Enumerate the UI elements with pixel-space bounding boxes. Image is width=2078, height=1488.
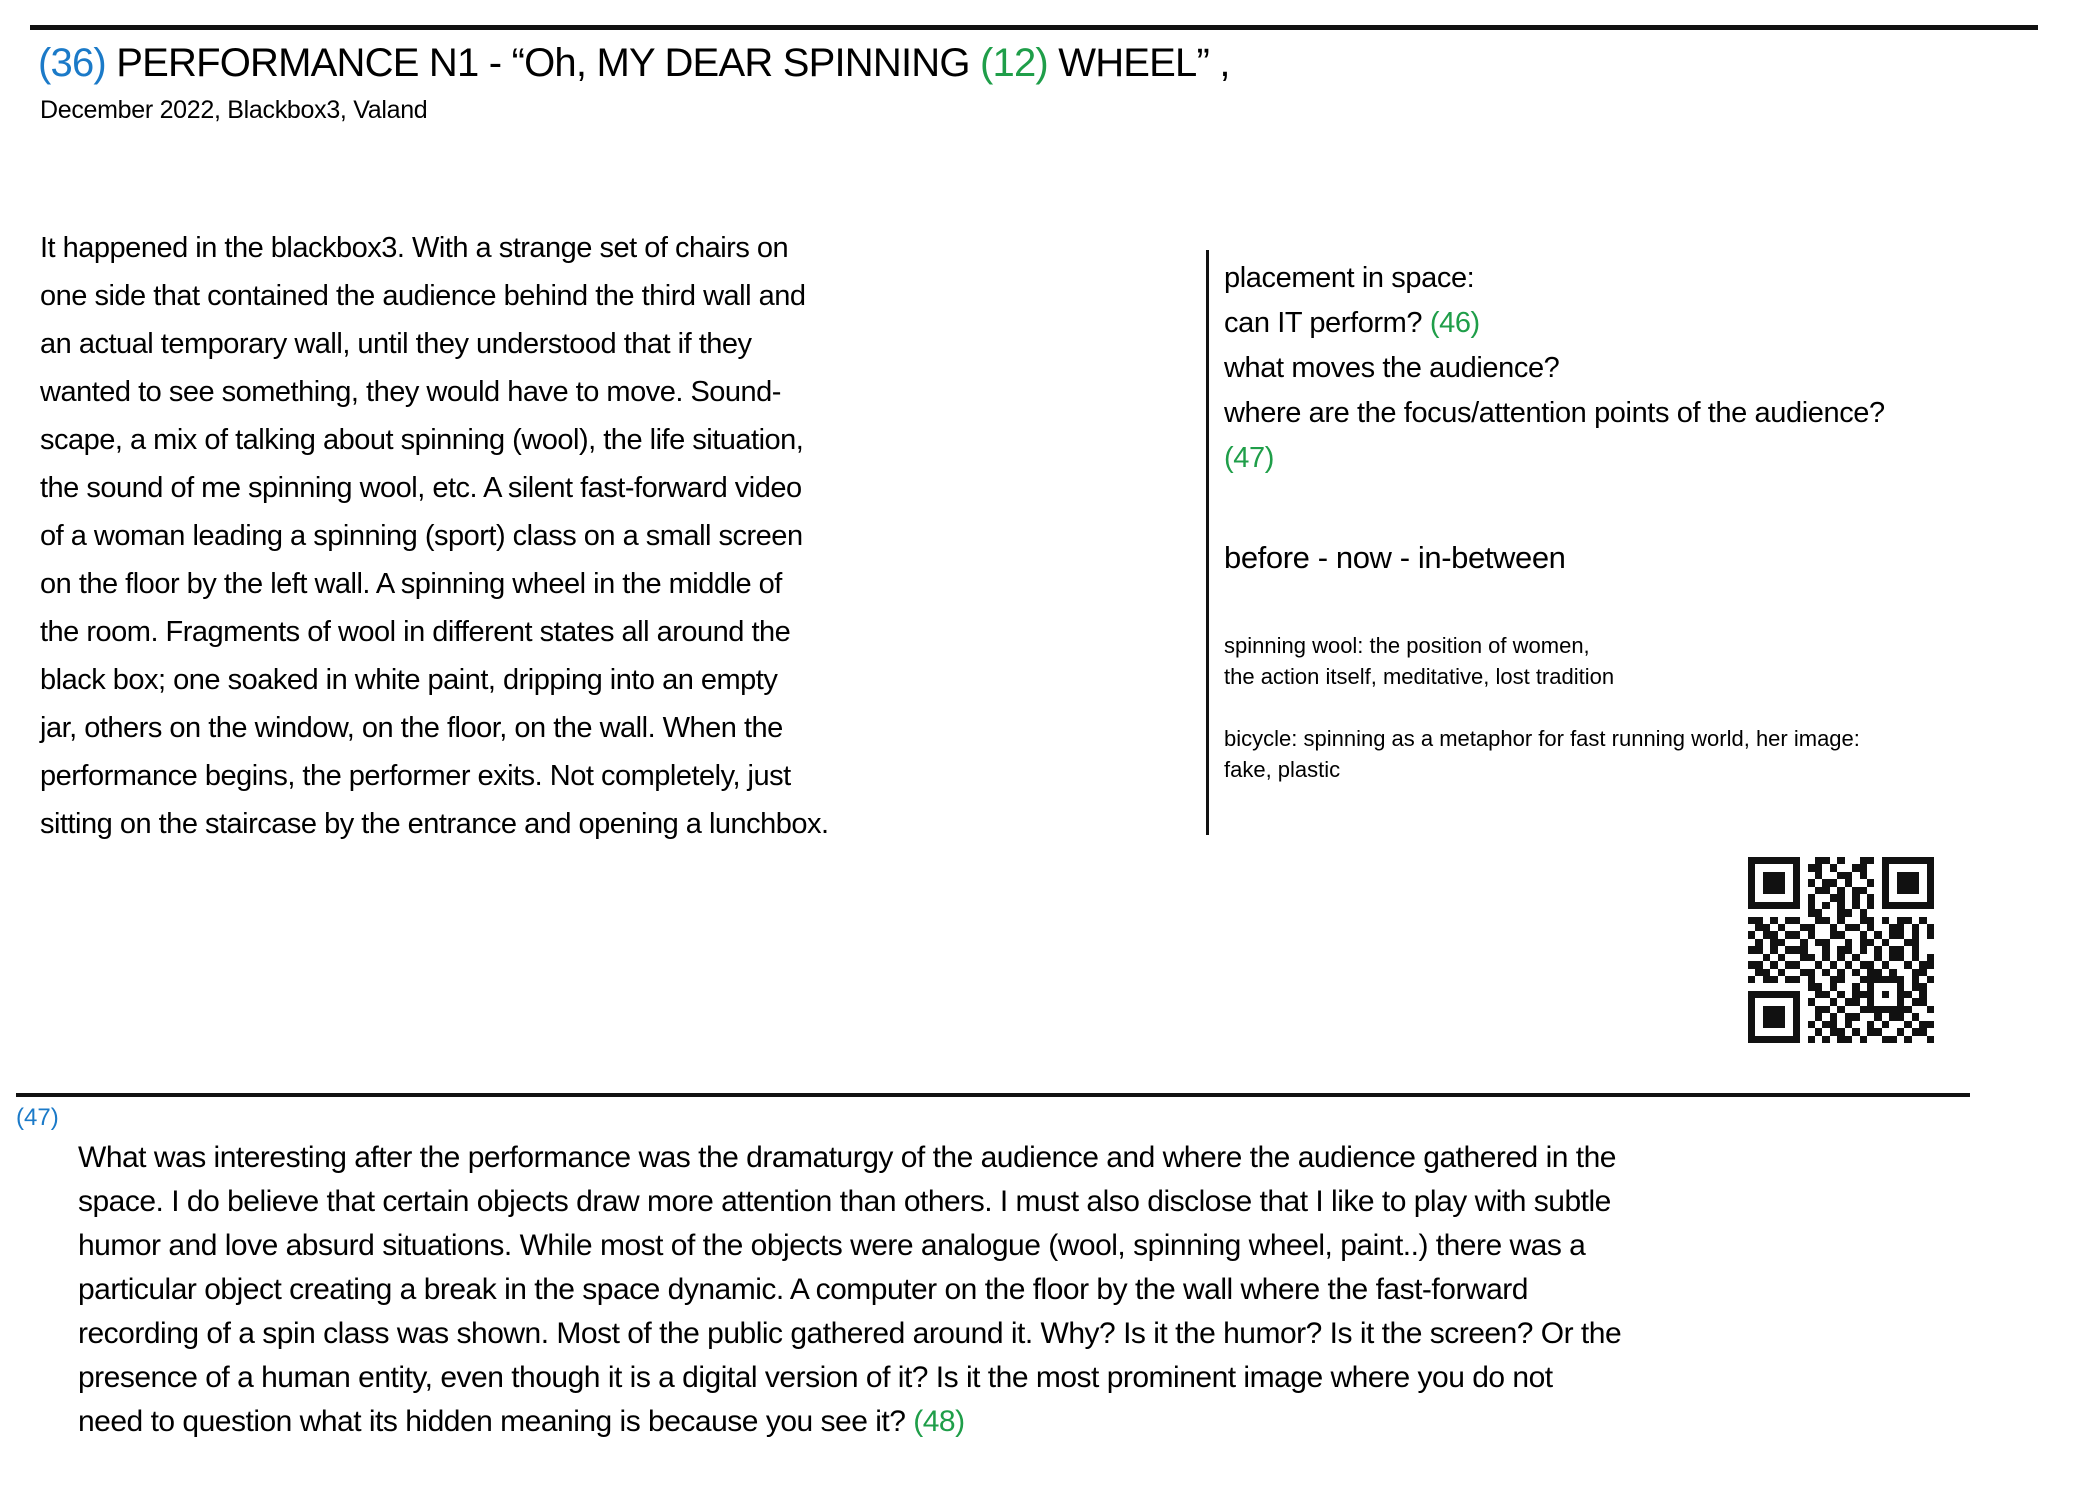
- text-line: space. I do believe that certain objects draw more attention than others. I must also disclose that I like to play with subtle: [78, 1185, 1611, 1218]
- text-line: performance begins, the performer exits. Not completely, just: [40, 760, 791, 792]
- text-line: of a woman leading a spinning (sport) class on a small screen: [40, 520, 803, 552]
- sidebar-note-spinning-wool: [1224, 630, 1614, 692]
- text-line: need to question what its hidden meaning is because you see it? (48): [78, 1405, 965, 1438]
- page-title: [38, 40, 1230, 86]
- text-line: bicycle: spinning as a metaphor for fast running world, her image:: [1224, 726, 1860, 751]
- text-line: (36) PERFORMANCE N1 - “Oh, MY DEAR SPINNING (12) WHEEL” ,: [38, 41, 1230, 85]
- footnote-divider: [16, 1093, 1970, 1097]
- text-line: It happened in the blackbox3. With a strange set of chairs on: [40, 232, 789, 264]
- text-line: jar, others on the window, on the floor, on the wall. When the: [40, 712, 783, 744]
- text-line: on the floor by the left wall. A spinning wheel in the middle of: [40, 568, 782, 600]
- sidebar-questions: [1224, 256, 1885, 481]
- qr-code: [1748, 857, 1934, 1043]
- footnote-text: [78, 1136, 1621, 1444]
- text-line: an actual temporary wall, until they understood that if they: [40, 328, 752, 360]
- text-line: placement in space:: [1224, 262, 1475, 294]
- sidebar-divider: [1206, 250, 1209, 835]
- sidebar-heading: before - now - in-between: [1224, 540, 1566, 575]
- text-line: scape, a mix of talking about spinning (wool), the life situation,: [40, 424, 804, 456]
- text-line: recording of a spin class was shown. Most of the public gathered around it. Why? Is it the humor? Is it the screen? Or the: [78, 1317, 1622, 1350]
- footnote-marker: (47): [16, 1104, 59, 1131]
- text-line: (47): [1224, 442, 1274, 474]
- text-line: humor and love absurd situations. While most of the objects were analogue (wool, spinning wheel, paint..) there was a: [78, 1229, 1586, 1262]
- text-line: presence of a human entity, even though it is a digital version of it? Is it the most prominent image where you do not: [78, 1361, 1553, 1394]
- text-line: the sound of me spinning wool, etc. A silent fast-forward video: [40, 472, 802, 504]
- text-line: What was interesting after the performance was the dramaturgy of the audience and where the audience gathered in the: [78, 1141, 1616, 1174]
- text-line: the room. Fragments of wool in different states all around the: [40, 616, 791, 648]
- text-line: fake, plastic: [1224, 757, 1341, 782]
- text-line: one side that contained the audience behind the third wall and: [40, 280, 806, 312]
- text-line: where are the focus/attention points of the audience?: [1224, 397, 1885, 429]
- text-line: can IT perform? (46): [1224, 307, 1480, 339]
- sidebar-note-bicycle: [1224, 723, 1860, 785]
- text-line: sitting on the staircase by the entrance and opening a lunchbox.: [40, 808, 829, 840]
- text-line: what moves the audience?: [1224, 352, 1560, 384]
- page-subtitle: December 2022, Blackbox3, Valand: [40, 96, 428, 124]
- text-line: the action itself, meditative, lost tradition: [1224, 664, 1615, 689]
- text-line: black box; one soaked in white paint, dripping into an empty: [40, 664, 778, 696]
- text-line: wanted to see something, they would have to move. Sound-: [40, 376, 781, 408]
- text-line: spinning wool: the position of women,: [1224, 633, 1590, 658]
- performance-description: [40, 224, 1190, 848]
- top-divider: [30, 25, 2038, 30]
- text-line: particular object creating a break in the space dynamic. A computer on the floor by the wall where the fast-forward: [78, 1273, 1528, 1306]
